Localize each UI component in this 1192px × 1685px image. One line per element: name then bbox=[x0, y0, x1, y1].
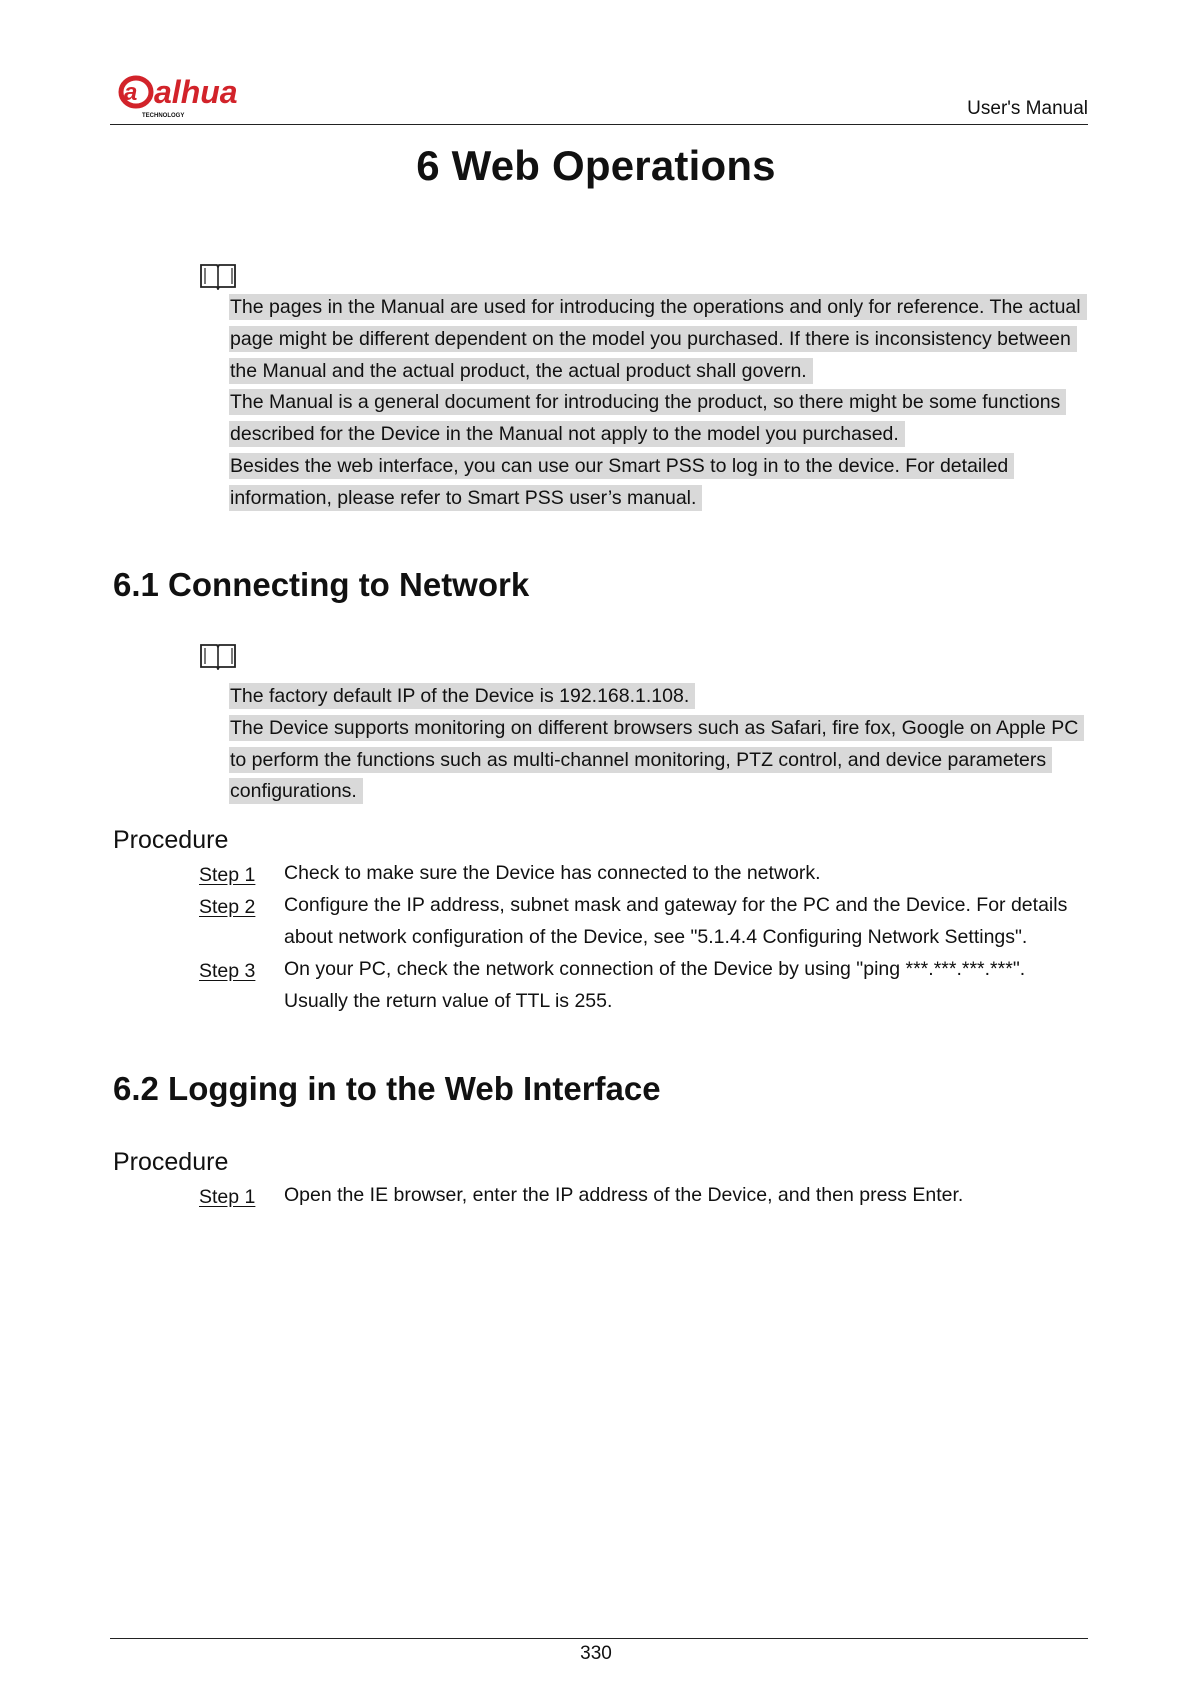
step-text: Configure the IP address, subnet mask and gateway for the PC and the Device. For details about network configuration of the Device, see "5.1.4.4 Configuring Network Settings". bbox=[284, 894, 1068, 948]
intro-notes bbox=[229, 292, 1089, 515]
note-item: The pages in the Manual are used for introducing the operations and only for reference. The actual page might be different dependent on the model you purchased. If there is inconsistency between the Manual and the actual product, the actual product shall govern. bbox=[229, 292, 1089, 387]
note-book-icon bbox=[199, 642, 237, 670]
step-label: Step 1 bbox=[199, 1186, 256, 1208]
procedure-heading: Procedure bbox=[113, 1148, 229, 1176]
footer-divider bbox=[110, 1638, 1088, 1639]
section-title-6-1: 6.1 Connecting to Network bbox=[113, 566, 530, 603]
note-item: The factory default IP of the Device is 192.168.1.108. bbox=[229, 681, 1089, 713]
page-number: 330 bbox=[580, 1643, 612, 1664]
logo-mark bbox=[118, 70, 258, 120]
note-item: The Manual is a general document for introducing the product, so there might be some functions described for the Device in the Manual not apply to the model you purchased. bbox=[229, 387, 1089, 451]
step-text: Open the IE browser, enter the IP address of the Device, and then press Enter. bbox=[284, 1184, 964, 1206]
note-item: Besides the web interface, you can use our Smart PSS to log in to the device. For detailed information, please refer to Smart PSS user’s manual. bbox=[229, 451, 1089, 515]
svg-text:alhua: alhua bbox=[154, 74, 238, 110]
step-text: Check to make sure the Device has connected to the network. bbox=[284, 862, 821, 884]
step-text: On your PC, check the network connection of the Device by using "ping ***.***.***.***". Usually the return value of TTL is 255. bbox=[284, 958, 1026, 1012]
header-title: User's Manual bbox=[967, 98, 1088, 119]
step-label: Step 3 bbox=[199, 960, 256, 982]
note-item: The Device supports monitoring on different browsers such as Safari, fire fox, Google on Apple PC to perform the functions such as multi-channel monitoring, PTZ control, and device parameters configurations. bbox=[229, 713, 1089, 808]
section-title-6-2: 6.2 Logging in to the Web Interface bbox=[113, 1070, 661, 1107]
header-divider bbox=[110, 124, 1088, 125]
svg-text:TECHNOLOGY: TECHNOLOGY bbox=[142, 113, 185, 119]
procedure-heading: Procedure bbox=[113, 826, 229, 854]
step-label: Step 2 bbox=[199, 896, 256, 918]
step-label: Step 1 bbox=[199, 864, 256, 886]
dahua-logo bbox=[118, 70, 258, 120]
chapter-title: 6 Web Operations bbox=[416, 142, 776, 189]
section-6-1-notes bbox=[229, 681, 1089, 808]
svg-text:a: a bbox=[124, 79, 138, 106]
note-book-icon bbox=[199, 262, 237, 290]
